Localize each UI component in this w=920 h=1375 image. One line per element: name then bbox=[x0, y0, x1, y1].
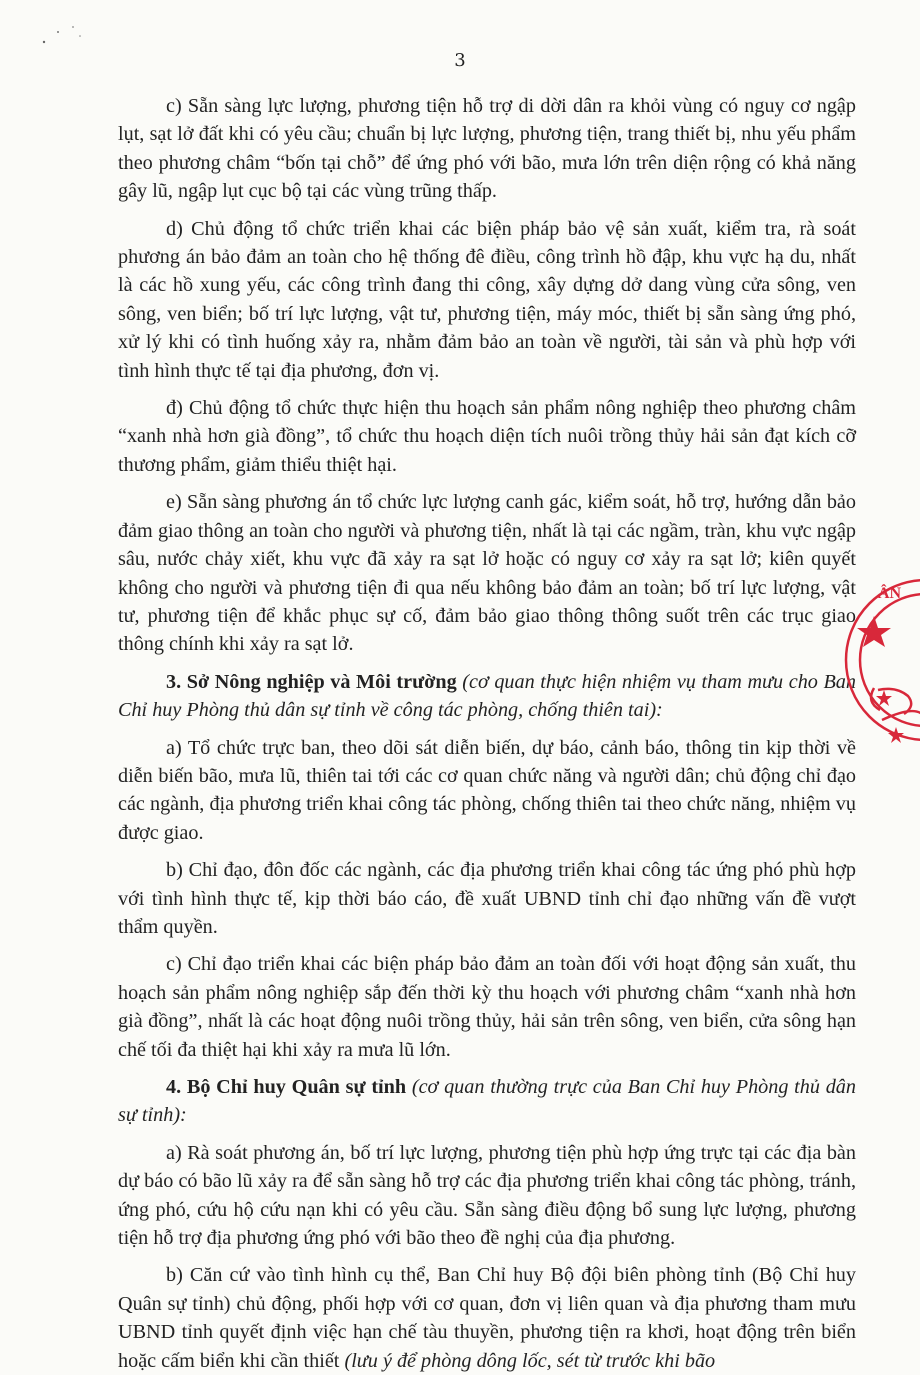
section-4-item-b bbox=[118, 1261, 856, 1375]
red-seal-stamp bbox=[838, 570, 920, 750]
paragraph-c: c) Sẵn sàng lực lượng, phương tiện hỗ trợ di dời dân ra khỏi vùng có nguy cơ ngập lụt, sạt lở đất khi có yêu cầu; chuẩn bị lực lượng, phương tiện, trang thiết bị, nhu yếu phẩm theo phương châm “bốn tại chỗ” để ứng phó với bão, mưa lớn trên diện rộng có khả năng gây lũ, ngập lụt cục bộ tại các vùng trũng thấp. bbox=[118, 95, 856, 203]
section-4-heading bbox=[118, 1073, 856, 1130]
section-3-title: 3. Sở Nông nghiệp và Môi trường bbox=[166, 670, 457, 693]
page-number: 3 bbox=[454, 50, 466, 71]
section-3-item-b: b) Chỉ đạo, đôn đốc các ngành, các địa phương triển khai công tác ứng phó phù hợp với tình hình thực tế, kịp thời báo cáo, đề xuất UBND tỉnh chỉ đạo những vấn đề vượt thẩm quyền. bbox=[118, 859, 856, 938]
section-4-title: 4. Bộ Chỉ huy Quân sự tỉnh bbox=[166, 1076, 407, 1098]
section-4-item-b-italic: (lưu ý để phòng dông lốc, sét từ trước khi bão bbox=[344, 1349, 716, 1372]
section-3-heading bbox=[118, 668, 856, 725]
section-3-note: (cơ quan thực hiện nhiệm vụ tham mưu cho Ban Chỉ huy Phòng thủ dân sự tỉnh về công tác phòng, chống thiên tai): bbox=[118, 670, 856, 722]
paragraph-d: d) Chủ động tổ chức triển khai các biện pháp bảo vệ sản xuất, kiểm tra, rà soát phương án bảo đảm an toàn cho hệ thống đê điều, công trình hồ đập, khu vực hạ du, nhất là các hồ xung yếu, các công trình đang thi công, xây dựng dở dang vùng cửa sông, ven sông, ven biển; bố trí lực lượng, vật tư, phương tiện, máy móc, thiết bị sẵn sàng ứng phó, xử lý khi có tình huống xảy ra, nhằm đảm bảo an toàn về người, tài sản và phù hợp với tình hình thực tế tại địa phương, đơn vị. bbox=[118, 217, 856, 382]
section-3-item-c: c) Chỉ đạo triển khai các biện pháp bảo đảm an toàn đối với hoạt động sản xuất, thu hoạch sản phẩm nông nghiệp sắp đến thời kỳ thu hoạch với phương châm “xanh nhà hơn già đồng”, nhất là các hoạt động nuôi trồng thủy, hải sản trên sông, ven biển, cửa sông hạn chế tối đa thiệt hại khi xảy ra mưa lũ lớn. bbox=[118, 953, 856, 1061]
seal-icon bbox=[838, 570, 920, 750]
paragraph-dd: đ) Chủ động tổ chức thực hiện thu hoạch sản phẩm nông nghiệp theo phương châm “xanh nhà hơn già đồng”, tổ chức thu hoạch diện tích nuôi trồng thủy hải sản đạt kích cỡ thương phẩm, giảm thiểu thiệt hại. bbox=[118, 397, 856, 476]
section-4-item-b-text: b) Căn cứ vào tình hình cụ thể, Ban Chỉ huy Bộ đội biên phòng tỉnh (Bộ Chỉ huy Quân sự tỉnh) chủ động, phối hợp với cơ quan, đơn vị liên quan và địa phương tham mưu UBND tỉnh quyết định việc hạn chế tàu thuyền, phương tiện ra khơi, hoạt động trên biển hoặc cấm biển khi cần thiết bbox=[118, 1264, 856, 1372]
section-3-item-a: a) Tổ chức trực ban, theo dõi sát diễn biến, dự báo, cảnh báo, thông tin kịp thời về diễn biến bão, mưa lũ, thiên tai tới các cơ quan chức năng và người dân; chủ động chỉ đạo các ngành, địa phương triển khai công tác phòng, chống thiên tai theo chức năng, nhiệm vụ được giao. bbox=[118, 736, 856, 844]
section-4-note: (cơ quan thường trực của Ban Chỉ huy Phòng thủ dân sự tỉnh): bbox=[118, 1076, 856, 1127]
paragraph-e: e) Sẵn sàng phương án tổ chức lực lượng canh gác, kiểm soát, hỗ trợ, hướng dẫn bảo đảm giao thông an toàn cho người và phương tiện, nhất là tại các ngầm, tràn, khu vực ngập sâu, nước chảy xiết, khu vực đã xảy ra sạt lở hoặc có nguy cơ xảy ra sạt lở; kiên quyết không cho người và phương tiện đi qua nếu không bảo đảm an toàn; bố trí lực lượng, vật tư, phương tiện để khắc phục sự cố, đảm bảo giao thông thông suốt trên các trục giao thông chính khi xảy ra sạt lở. bbox=[118, 491, 856, 656]
svg-text:ÂN: ÂN bbox=[878, 585, 902, 602]
document-body bbox=[118, 92, 856, 1375]
section-4-item-a: a) Rà soát phương án, bố trí lực lượng, phương tiện phù hợp ứng trực tại các địa bàn dự báo có bão lũ xảy ra để sẵn sàng hỗ trợ các địa phương triển khai công tác phòng, tránh, ứng phó, cứu hộ cứu nạn khi có yêu cầu. Sẵn sàng điều động bổ sung lực lượng, phương tiện hỗ trợ địa phương ứng phó với bão theo đề nghị của địa phương. bbox=[118, 1141, 856, 1250]
